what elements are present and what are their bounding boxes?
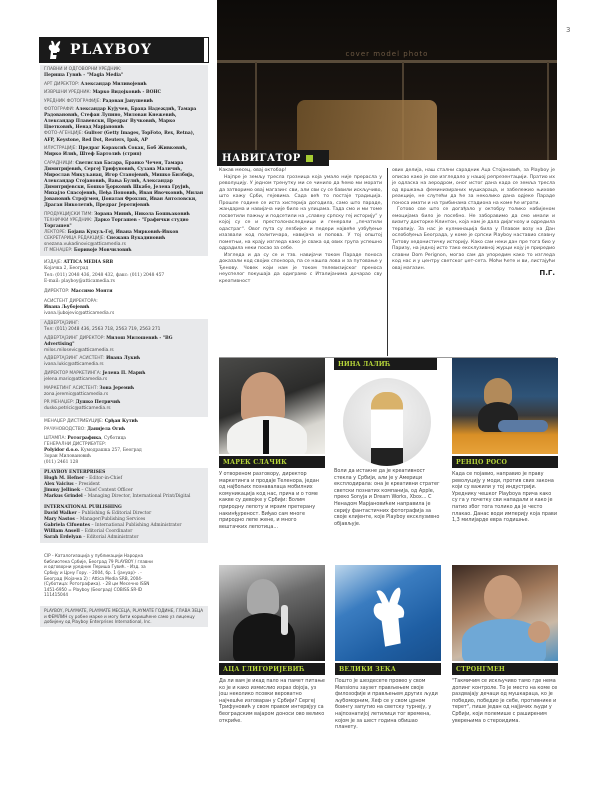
name-bar: СТРОНГМЕН [452, 663, 558, 675]
feature-nina-lalic[interactable]: Воли да истакне да је креативност стекла у Србији, али је у Америци експлодирала: она је креативни стратег светски познатих компанија, од Apple, преко Sonyja и Dream Works, Xbox... С Ненадом Марјановићем направила је серију фантастичних фотографија за своје клијенте, које Playboy ексклузивно објављује. [334, 468, 440, 527]
trademark-notice: PLAYBOY, PLAYMATE, PLAYMATE МЕСЕЦА, PLAYMATE ГОДИНЕ, ГЛАВА ЗЕЦА и ФЕМЛИН су робне марке и могу бити коришћене само уз лиценцу добијену од Playboy Enterprises International, Inc. [40, 606, 208, 627]
publisher-email[interactable]: E-mail: playboy@atticamedia.rs [44, 278, 115, 284]
staff-credits: ГЛАВНИ И ОДГОВОРНИ УРЕДНИК: Периша Гувић - "Magia Media" АРТ ДИРЕКТОР: Александар Миливојевић ИЗВРШНИ УРЕДНИК: Марко Видојковић - ВОНС УРЕДНИК ФОТОГРАФИЈЕ: Радован Јанушевић ФОТОГРАФИ: Александар Кујучев, Браца Надеждић, Тамара Радовановић, Стефан Лупино, Милован Кнежевић, Александар Плавевски, Предраг Вучковић, Марко Цветковић, Ненад Марјановић ФОТО-АГЕНЦИЈЕ: Guliver (Getty Images, TopFoto, Rex, Retna), AFP, Keystone, Red Dot, Reuters, Ipak, AP ИЛУСТРАЦИЈЕ: Предраг Кораксић Сокак, Боб Живковић, Мирко Илић, Штеф Бартолић (стрип) САРАДНИЦИ: Светислав Басара, Бранко Чечен, Тамара Димитријевић, Сергеј Трифуновић, Сузана Маличић, Мирослав Микуљанац, Игор Станојевић, Мишко Билбија, Александар Стојановић, Вања Булић, Александар Димитријевски, Бошко Ђорковић Шкабо, Јелена Грујић, Михајло Спасојевић, Пеђа Поповић, Иван Ивочковић, Милан Јовановић Стројгмен, Џонатан Фрохлих, Иван Антоловски, Драган Николетић, Предраг Јеротијевић ПРОДУКЦИЈСКИ ТИМ: Зорана Минић, Никола Бошњаковић ТЕХНИЧКИ УРЕДНИК: Дарко Торгашев - "Графички студио Торгашев" ЛЕКТОРЕ: Бојана Кукуљ-Геј, Ивана Мирковић-Ивков СЕКРЕТАРИЦА РЕДАКЦИЈЕ: Снежана Вукадиновић snezana.vukadinovic@atticamedia.rs IT МЕНАЏЕР: Боривоје Мовчиловић [40, 65, 208, 256]
playboy-enterprises: PLAYBOY ENTERPRISES Hugh M. Hefner – Editor-in-Chief Alex Vaicius – President Jimmy Jellinek – Chief Content Officer Markus Grindel – Managing Director, International Print/Digital INTERNATIONAL PUBLISHING David Walker – Publishing & Editorial Director Mary Nastos – Manager/Publishing Services Gabriela Cifuentes – International Publishing Administrator William Ansell – Editorial Coordinator Sarah Erdelyan – Editorial Administrator [40, 468, 208, 543]
name-bar: МАРЕК СЛАЧИК [219, 456, 325, 468]
assistant-email[interactable]: ivana.ljubojevic@atticamedia.rs [44, 311, 115, 317]
photo-aca-gligorijevic [219, 565, 325, 661]
section-title-navigator: НАВИГАТОР [217, 150, 329, 166]
photo-renzo-rosso [452, 358, 558, 454]
editorial-column-2: ових делија, наш стални сарадник Аца Стојановић, за Playboy је описао како је све изгледало у нашој репрезентацији. Пратио их је одласка на аеродром, оног истог дана када се земља тресла од вршкања феминизираних мушкараца, и забележио њихове реакције, не слутећи да ће за неколико дана одјеке Параде поноса имати и на трибинама стадиона на коме ће играти. Готово све што се догађало у октобру толико набијеном емоцијама било је посебно. Не заборавимо да смо имали и визиту докторке Клинтон, која нам је дала дијагнозу и одредила терапију. За нас је кулминација била у Плавом возу на Дан ослобођења Београда, у коме је српски Playboy наставио славну Титову хедонистичку историју. Како сам неки дан пре тога био у Паризу, на једној исто тако ексклузивној журци коју је приредио славни Dom Perignon, могао сам да упоредим како то изгледа код нас и у центру светског џет-сета. Моћи ћете и ви, листајући овај магазин. П.Г. [392, 168, 555, 277]
hero-image: cover model photo [217, 0, 557, 160]
playboy-logo: PLAYBOY [40, 38, 208, 62]
photo-nina-lalic [343, 378, 431, 466]
distribution-info: МЕНАЏЕР ДИСТРИБУЦИЈЕ: Срђан Кутић РАЧУНОВОДСТВО: Данијела Огић ШТАМПА: Ротографика, Суботица ГЕНЕРАЛНИ ДИСТРИБУТЕР: Polyidor d.o.o. Кумодрашка 257, Београд Зоран Миловановић (011) 2461 128 [44, 418, 142, 466]
green-square-icon [306, 155, 313, 162]
editor-signature: П.Г. [539, 269, 555, 277]
feature-strongman[interactable]: СТРОНГМЕН "Такмичим се искључиво тамо где нема допинг контроле. То је место на коме се раздвајају дечаци од мушкараца, ко је победио, победио је себе, противнике и терет", пише један од најјачих људи у Србији, који полемише с раширеним уверењима о стероидима. [452, 565, 558, 724]
name-bar: ВЕЛИКИ ЗЕКА [335, 663, 441, 675]
masthead [40, 38, 208, 627]
secretary-email[interactable]: snezana.vukadinovic@atticamedia.rs [44, 242, 126, 248]
rabbit-head-icon [365, 587, 415, 647]
feature-aca-gligorijevic[interactable]: АЦА ГЛИГОРИЈЕВИЋ Да ли вам је икад пало на памет питање ко је и како измислио израз doјоја, уз још неколико псовки вероватно најчешће изговаран у Србији? Сергеј Трифуновић у свом правом интервјуу са београдским вајаром доноси ово велико откриће. [219, 565, 325, 724]
publisher-info: ИЗДАЈЕ: ATTICA MEDIA SRB Којачка 2, Београд Тел: (011) 2048 436, 2048 432, факс: (011) 2048 457 E-mail: playboy@atticamedia.rs ДИРЕКТОР: Массимо Монти АСИСТЕНТ ДИРЕКТОРА: Ивана Љубојевић ivana.ljubojevic@atticamedia.rs [40, 258, 208, 319]
photo-marek-slacik [219, 358, 325, 454]
column-divider [387, 168, 388, 356]
editorial-column-1: Какав месец, овај октобар! Најпре је земљу тресла грозница која умало није прерасла у револуцију. У једном тренутку ми се чинило да ћемо ми морати да затворимо овај магазин: сви, али сви су се бавили искључиво, што кажу Срби, гејевима. Сада већ то постаје традиција. Прошле године се иста хистерија догодила, само што параде, жандарма и навијача није било на улицама. Тада смо и ми томе посветили пажњу и подсетили на „славну српску геј историју“ у којој су се и престолонаследници и генерали „печатили одастраг“. Овог пута су лезбијке и педери највеће узбуђење изазвали код политичара, навијача и попова. У тој општој пометњи, на крају изгледа како је свака од ових група успешно одрадила неки посао за себе. Изгледа и да су се и тзв. навијачи током Параде поноса доказали код својих спонзора, па се нашла лова и за путовање у Ђенову. Човек који нам је током телевизијског преноса неуспелог покушаја да одиграмо с Италијанима дочарао сву креативност [219, 168, 382, 284]
photo-veliki-zeka [335, 565, 441, 661]
page-number: 3 [566, 26, 571, 34]
name-bar: АЦА ГЛИГОРИЈЕВИЋ [219, 663, 325, 675]
rabbit-head-icon [44, 40, 64, 60]
advertising-credits: АДВЕРТАЈЗИНГ: Тел: (011) 2048 436, 2563 718, 2563 719, 2563 271 АДВЕРТАЈЗИНГ ДИРЕКТОР: Милош Милошевић - "BG Advertising" milos.milosevic@atticamedia.rs АДВЕРТАЈЗИНГ АСИСТЕНТ: Ивана Лукић ivana.lukic@atticamedia.rs ДИРЕКТОР МАРКЕТИНГА: Јелена П. Марић jelena.maric@atticamedia.rs МАРКЕТИНГ АСИСТЕНТ: Зона Јеремић zona.jeremic@atticamedia.rs PR МЕНАЏЕР: Душко Петричић dusko.petricic@atticamedia.rs [40, 319, 208, 417]
feature-title-nina-lalic: НИНА ЛАЛИЋ [334, 358, 437, 370]
feature-renzo-rosso[interactable]: РЕНЦО РОСО Када се појавио, направио је праву револуцију у моди, против свих закона који су важили у тој индустрији. Уреднику чешког Playboya прича како су га у почетку сви нападали и како је патио због тога толико да је често плакао. Данас води империју која прави 1,3 милијарде евра годишње. [452, 358, 558, 524]
name-bar: РЕНЦО РОСО [452, 456, 558, 468]
photo-strongman [452, 565, 558, 661]
feature-marek-slacik[interactable]: МАРЕК СЛАЧИК У отвореном разговору, директор маркетинга и продаје Теленора, један од најбољих познавалаца мобилних комуникација код нас, прича и о томе какве су девојке у Србији: Волим природну лепоту и мрзим претерану накинђуреност. Виђао сам многе природно лепе жене, и много вештачких лепотица... [219, 358, 325, 530]
feature-veliki-zeka[interactable]: ВЕЛИКИ ЗЕКА Пошто је шездесете провео у свом Mansionu заузет прављењем своје филозофије и прављењем других људи љубоморним, Хеф се у свом црном боингу запутио на светску турнеју, у најпознатијој летилици тог времена, којом је за шест година обишао планету. [335, 565, 441, 731]
cip-record: CIP - Каталогизација у публикацији Народна библиотека Србије, Београд 79 PLAYBOY / главни и одговорни уредник Периша Гувић. - Изд. за Србију и Црну Гору. - 2004, бр. 1 (јануар)- . - Београд (Којачка 2) : Attica Media SRB, 2004- (Суботица: Ротографика). - 28 цм Месечно ISSN 1451-6950 = Playboy (Београд) COBISS.SR-ID 111415044 [44, 553, 153, 598]
